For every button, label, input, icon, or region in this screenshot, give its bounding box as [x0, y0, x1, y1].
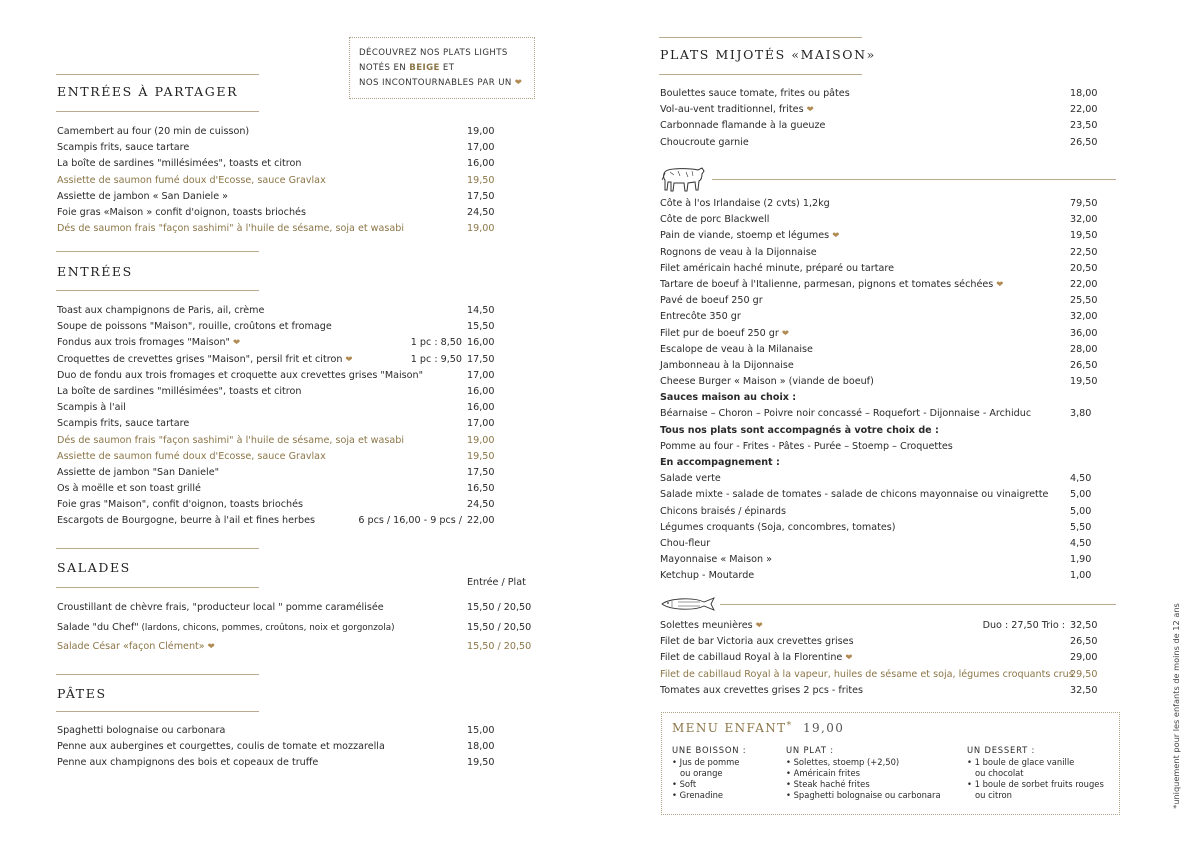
menu-item-price: 4,50: [1070, 537, 1092, 549]
menu-item-name: Chou-fleur: [660, 537, 711, 549]
menu-item: [660, 86, 1110, 102]
menu-item-price: 17,50: [467, 190, 495, 202]
menu-item-price: 25,50: [1070, 295, 1098, 307]
menu-item-name: Salade César «façon Clément» ❤: [57, 641, 215, 652]
menu-item-name: Salade mixte - salade de tomates - salade de chicons mayonnaise ou vinaigrette: [660, 489, 1049, 501]
menu-item: [660, 520, 1110, 536]
menu-item-price: 16,00: [467, 402, 495, 414]
menu-item-price: 26,50: [1070, 136, 1098, 148]
menu-item: [660, 228, 1110, 244]
menu-item: [660, 536, 1110, 552]
menu-item: [57, 189, 507, 205]
menu-item-price: 22,50: [1070, 246, 1098, 258]
menu-item: [660, 118, 1110, 134]
menu-item-price: 17,50: [467, 353, 495, 365]
menu-item-name: Assiette de jambon "San Daniele": [57, 466, 220, 478]
kids-menu-option: ou chocolat: [967, 768, 1024, 778]
menu-item-name: Boulettes sauce tomate, frites ou pâtes: [660, 88, 850, 99]
menu-item-name: Assiette de jambon « San Daniele »: [57, 190, 229, 202]
divider: [56, 111, 259, 112]
menu-item: [57, 497, 507, 513]
menu-item-name: Scampis frits, sauce tartare: [57, 418, 190, 430]
poissons-list: [660, 618, 1110, 699]
menu-item: [57, 433, 507, 449]
menu-item: [57, 465, 507, 481]
mijotes-list: [660, 86, 1110, 151]
kids-menu-option: • Solettes, stoemp (+2,50): [786, 757, 900, 767]
menu-item-name: Escargots de Bourgogne, beurre à l'ail et fines herbes: [57, 515, 315, 527]
menu-item: [660, 471, 1110, 487]
menu-item-price: 26,50: [1070, 636, 1098, 648]
menu-item-price: 22,00: [467, 515, 495, 527]
menu-item-name: Béarnaise – Choron – Poivre noir concassé – Roquefort - Dijonnaise - Archiduc: [660, 408, 1032, 420]
menu-item: [57, 723, 507, 739]
menu-item-name: Tous nos plats sont accompagnés à votre choix de :: [660, 424, 939, 436]
menu-item-name: Légumes croquants (Soja, concombres, tomates): [660, 521, 896, 533]
menu-enfant-boisson: UNE BOISSON : • Jus de pomme ou orange • Soft • Grenadine: [672, 745, 747, 800]
menu-item-price: 16,00: [467, 385, 495, 397]
menu-item-name: Escalope de veau à la Milanaise: [660, 343, 813, 355]
menu-item-name: Filet de cabillaud Royal à la Florentine ❤: [660, 652, 853, 664]
heart-icon: ❤: [845, 653, 853, 664]
heart-icon: ❤: [345, 354, 353, 365]
fish-icon: [660, 596, 716, 612]
menu-item: [57, 449, 507, 465]
menu-item: [660, 390, 1110, 406]
menu-item: [57, 173, 507, 189]
menu-item-price: 15,00: [467, 725, 495, 736]
menu-item-price: 19,50: [1070, 376, 1098, 388]
heart-icon: ❤: [996, 279, 1004, 290]
menu-item: [660, 423, 1110, 439]
menu-item: [660, 358, 1110, 374]
menu-item-name: Tomates aux crevettes grises 2 pcs - frites: [660, 684, 864, 696]
menu-item-portion-price: Duo : 27,50 Trio :: [982, 620, 1065, 631]
menu-item: [660, 196, 1110, 212]
menu-enfant-dessert: UN DESSERT : • 1 boule de glace vanille ou chocolat • 1 boule de sorbet fruits rouges ou citron: [967, 745, 1104, 800]
menu-item: [660, 277, 1110, 293]
menu-item-name: Dés de saumon frais "façon sashimi" à l'huile de sésame, soja et wasabi: [57, 223, 405, 235]
menu-item-name: Filet de cabillaud Royal à la vapeur, huiles de sésame et soja, légumes croquants crus: [660, 668, 1074, 680]
notice-line-1: DÉCOUVREZ NOS PLATS LIGHTS: [359, 48, 508, 58]
menu-item-name: Duo de fondu aux trois fromages et croquette aux crevettes grises "Maison": [57, 369, 424, 381]
kids-menu-option: • 1 boule de sorbet fruits rouges: [967, 779, 1104, 789]
kids-menu-option: • Spaghetti bolognaise ou carbonara: [786, 790, 941, 800]
kids-menu-option: • Jus de pomme: [672, 757, 740, 767]
menu-item-price: 19,50: [467, 450, 495, 462]
menu-item-name: Côte à l'os Irlandaise (2 cvts) 1,2kg: [660, 198, 830, 209]
menu-item: [57, 205, 507, 221]
menu-item-price: 15,50 / 20,50: [467, 602, 532, 613]
menu-item-price: 19,50: [467, 174, 495, 186]
menu-item-name: Jambonneau à la Dijonnaise: [660, 359, 794, 371]
menu-item: [660, 487, 1110, 503]
menu-item-price: 32,50: [1070, 620, 1098, 631]
divider: [56, 674, 259, 675]
menu-item: [660, 683, 1110, 699]
menu-item-price: 20,50: [1070, 262, 1098, 274]
menu-item-price: 32,50: [1070, 684, 1098, 696]
menu-item-price: 1,90: [1070, 554, 1092, 566]
menu-item-name: Soupe de poissons "Maison", rouille, croûtons et fromage: [57, 321, 332, 333]
menu-item-price: 15,50 / 20,50: [467, 621, 532, 633]
menu-item-price: 24,50: [467, 499, 495, 511]
menu-item-name: Tartare de boeuf à l'Italienne, parmesan, pignons et tomates séchées ❤: [660, 278, 1004, 290]
menu-item-name: Os à moëlle et son toast grillé: [57, 483, 201, 495]
menu-item: [57, 140, 507, 156]
kids-menu-option: • Soft: [672, 779, 697, 789]
kids-menu-option: • Grenadine: [672, 790, 724, 800]
menu-item-name: La boîte de sardines "millésimées", toasts et citron: [57, 385, 302, 397]
menu-item: [660, 634, 1110, 650]
divider: [659, 37, 862, 38]
viandes-list: [660, 196, 1110, 585]
menu-item-price: 16,50: [467, 483, 495, 495]
kids-menu-option: • Américain frites: [786, 768, 860, 778]
menu-item: [57, 513, 507, 529]
heart-icon: ❤: [207, 642, 215, 652]
kids-age-note: *uniquement pour les enfants de moins de 12 ans: [1171, 603, 1181, 809]
divider: [56, 251, 259, 252]
menu-item: [57, 368, 507, 384]
menu-item-price: 19,00: [467, 126, 495, 137]
menu-item-name: Chicons braisés / épinards: [660, 505, 787, 517]
menu-item-name: Cheese Burger « Maison » (viande de boeuf): [660, 376, 874, 388]
menu-item-name: Camembert au four (20 min de cuisson): [57, 126, 250, 137]
menu-item: [660, 293, 1110, 309]
menu-item: [660, 568, 1110, 584]
menu-item-price: 36,00: [1070, 327, 1098, 339]
heart-icon: ❤: [514, 78, 523, 88]
menu-item: [660, 406, 1110, 422]
menu-item-name: Filet de bar Victoria aux crevettes grises: [660, 636, 854, 648]
heart-icon: ❤: [832, 231, 840, 242]
menu-item-name: Salade "du Chef" (lardons, chicons, pommes, croûtons, noix et gorgonzola): [57, 621, 395, 633]
menu-item-name: Croustillant de chèvre frais, "producteur local " pomme caramélisée: [57, 602, 384, 613]
menu-item: [57, 384, 507, 400]
menu-item: [57, 221, 507, 237]
menu-item-name: Assiette de saumon fumé doux d'Ecosse, sauce Gravlax: [57, 450, 326, 462]
menu-item-name: Pomme au four - Frites - Pâtes - Purée – Stoemp – Croquettes: [660, 440, 953, 452]
menu-item-price: 14,50: [467, 305, 495, 316]
menu-item-price: 15,50 / 20,50: [467, 641, 532, 652]
menu-item-name: Fondus aux trois fromages "Maison" ❤: [57, 337, 241, 349]
entrees-partager-list: [57, 124, 507, 237]
menu-item-name: Vol-au-vent traditionnel, frites ❤: [660, 104, 814, 116]
heart-icon: ❤: [806, 105, 814, 116]
menu-item-price: 4,50: [1070, 473, 1092, 485]
notice-line-3: NOS INCONTOURNABLES PAR UN ❤: [359, 78, 523, 88]
entrees-list: [57, 303, 507, 530]
menu-item: [660, 667, 1110, 683]
menu-item-name: Mayonnaise « Maison »: [660, 554, 772, 566]
menu-item-price: 16,00: [467, 337, 495, 349]
menu-item-name: Foie gras «Maison » confit d'oignon, toasts briochés: [57, 206, 306, 218]
menu-item-name: Salade verte: [660, 473, 721, 485]
menu-item-name: Filet américain haché minute, préparé ou tartare: [660, 262, 894, 274]
menu-item-portion-price: 1 pc : 8,50: [410, 337, 462, 349]
menu-item-name: Assiette de saumon fumé doux d'Ecosse, sauce Gravlax: [57, 174, 326, 186]
menu-item: [57, 352, 507, 368]
menu-item-name: Penne aux champignons des bois et copeaux de truffe: [57, 757, 319, 769]
menu-item-name: Penne aux aubergines et courgettes, coulis de tomate et mozzarella: [57, 741, 385, 753]
menu-item: [57, 481, 507, 497]
menu-item-price: 32,00: [1070, 311, 1098, 323]
menu-item-name: Toast aux champignons de Paris, ail, crème: [57, 305, 265, 316]
menu-item-price: 17,00: [467, 369, 495, 381]
menu-item-price: 15,50: [467, 321, 495, 333]
heart-icon: ❤: [232, 338, 241, 349]
menu-item-price: 17,50: [467, 466, 495, 478]
menu-item-portion-price: 1 pc : 9,50: [410, 353, 462, 365]
menu-item-price: 79,50: [1070, 198, 1098, 209]
notice-line-2: NOTÉS EN BEIGE ET: [359, 63, 455, 73]
menu-item-price: 26,50: [1070, 359, 1098, 371]
menu-item-name: La boîte de sardines "millésimées", toasts et citron: [57, 158, 302, 170]
menu-item-name: Spaghetti bolognaise ou carbonara: [57, 725, 226, 736]
menu-item-name: Pavé de boeuf 250 gr: [660, 295, 763, 307]
kids-menu-option: • Steak haché frites: [786, 779, 870, 789]
divider: [56, 548, 259, 549]
menu-item-price: 5,50: [1070, 521, 1092, 533]
menu-item: [660, 309, 1110, 325]
section-title-pates: PÂTES: [57, 686, 107, 701]
menu-item-name: Pain de viande, stoemp et légumes ❤: [660, 230, 840, 242]
menu-item: [660, 245, 1110, 261]
menu-item-name: Scampis frits, sauce tartare: [57, 142, 190, 154]
menu-item-portion-price: 6 pcs / 16,00 - 9 pcs /: [358, 515, 462, 527]
menu-item-price: 1,00: [1070, 570, 1092, 582]
pates-list: [57, 723, 507, 772]
section-title-entrees: ENTRÉES: [57, 264, 133, 279]
menu-item: [660, 455, 1110, 471]
menu-item: [660, 261, 1110, 277]
menu-item-price: 22,00: [1070, 104, 1098, 116]
menu-item: [660, 552, 1110, 568]
divider: [56, 74, 259, 75]
heart-icon: ❤: [781, 328, 789, 339]
menu-item-name: Scampis à l'ail: [57, 402, 126, 414]
menu-item-price: 19,00: [467, 434, 495, 446]
menu-item-price: 29,50: [1070, 668, 1098, 680]
menu-item: [57, 739, 507, 755]
heart-icon: ❤: [755, 621, 763, 631]
menu-item: [57, 319, 507, 335]
menu-item: [660, 342, 1110, 358]
menu-item: [57, 755, 507, 771]
menu-item-name: Côte de porc Blackwell: [660, 214, 770, 226]
notice-beige-word: BEIGE: [409, 63, 440, 73]
menu-item: [57, 416, 507, 432]
menu-item-price: 5,00: [1070, 505, 1092, 517]
menu-item-name: Dés de saumon frais "façon sashimi" à l'huile de sésame, soja et wasabi: [57, 434, 405, 446]
menu-item-name: Ketchup - Moutarde: [660, 570, 755, 582]
menu-item-price: 28,00: [1070, 343, 1098, 355]
menu-enfant-plat: UN PLAT : • Solettes, stoemp (+2,50) • Américain frites • Steak haché frites • Spaghetti bolognaise ou carbonara: [786, 745, 941, 800]
menu-item: [660, 102, 1110, 118]
menu-item: [660, 439, 1110, 455]
menu-item-price: 18,00: [467, 741, 495, 753]
menu-item-name: Filet pur de boeuf 250 gr ❤: [660, 327, 789, 339]
menu-item: [57, 639, 547, 659]
menu-item-price: 17,00: [467, 142, 495, 154]
menu-item-name: Choucroute garnie: [660, 136, 749, 148]
menu-item-name: Solettes meunières ❤: [660, 620, 763, 631]
lights-notice-box: [349, 37, 535, 99]
menu-item-name: Croquettes de crevettes grises "Maison", persil frit et citron ❤: [57, 353, 353, 365]
menu-item-price: 17,00: [467, 418, 495, 430]
menu-item-price: 22,00: [1070, 278, 1098, 290]
menu-item: [57, 156, 507, 172]
menu-item: [660, 650, 1110, 666]
menu-item: [660, 504, 1110, 520]
kids-menu-option: ou citron: [967, 790, 1012, 800]
menu-item-price: 29,00: [1070, 652, 1098, 664]
menu-item: [57, 400, 507, 416]
menu-item: [660, 618, 1110, 634]
menu-item-price: 19,00: [467, 223, 495, 235]
menu-item: [57, 124, 507, 140]
menu-item-name: Sauces maison au choix :: [660, 392, 797, 404]
divider: [56, 290, 259, 291]
divider: [56, 587, 259, 588]
section-title-entrees-partager: ENTRÉES À PARTAGER: [57, 84, 239, 99]
menu-item: [57, 600, 547, 620]
divider: [659, 74, 862, 75]
divider: [712, 179, 1116, 180]
section-title-mijotes: PLATS MIJOTÉS «MAISON»: [660, 47, 876, 62]
menu-item: [57, 620, 547, 640]
kids-menu-option: • 1 boule de glace vanille: [967, 757, 1075, 767]
menu-item-price: 23,50: [1070, 120, 1098, 132]
divider: [56, 711, 259, 712]
kids-menu-option: ou orange: [672, 768, 723, 778]
menu-item-price: 5,00: [1070, 489, 1092, 501]
menu-item-name: Carbonnade flamande à la gueuze: [660, 120, 826, 132]
menu-item: [660, 326, 1110, 342]
menu-item-name: Rognons de veau à la Dijonnaise: [660, 246, 817, 258]
divider: [720, 604, 1116, 605]
menu-item: [57, 335, 507, 351]
menu-item: [660, 135, 1110, 151]
menu-item-price: 18,00: [1070, 88, 1098, 99]
menu-item-price: 32,00: [1070, 214, 1098, 226]
salades-list: [57, 600, 547, 659]
menu-item-name: Foie gras "Maison", confit d'oignon, toasts briochés: [57, 499, 304, 511]
menu-item-name: En accompagnement :: [660, 457, 780, 468]
cow-icon: [660, 162, 708, 194]
menu-item-name: Entrecôte 350 gr: [660, 311, 741, 323]
menu-item: [660, 374, 1110, 390]
menu-item: [660, 212, 1110, 228]
menu-item-price: 3,80: [1070, 408, 1092, 420]
menu-enfant-box: [661, 712, 1120, 815]
menu-item-price: 19,50: [467, 757, 495, 769]
section-title-salades: SALADES: [57, 560, 131, 575]
menu-item-price: 16,00: [467, 158, 495, 170]
menu-enfant-title: MENU ENFANT* 19,00: [672, 721, 845, 735]
menu-item: [57, 303, 507, 319]
menu-item-price: 19,50: [1070, 230, 1098, 242]
salades-column-header: Entrée / Plat: [467, 577, 526, 588]
menu-item-price: 24,50: [467, 206, 495, 218]
